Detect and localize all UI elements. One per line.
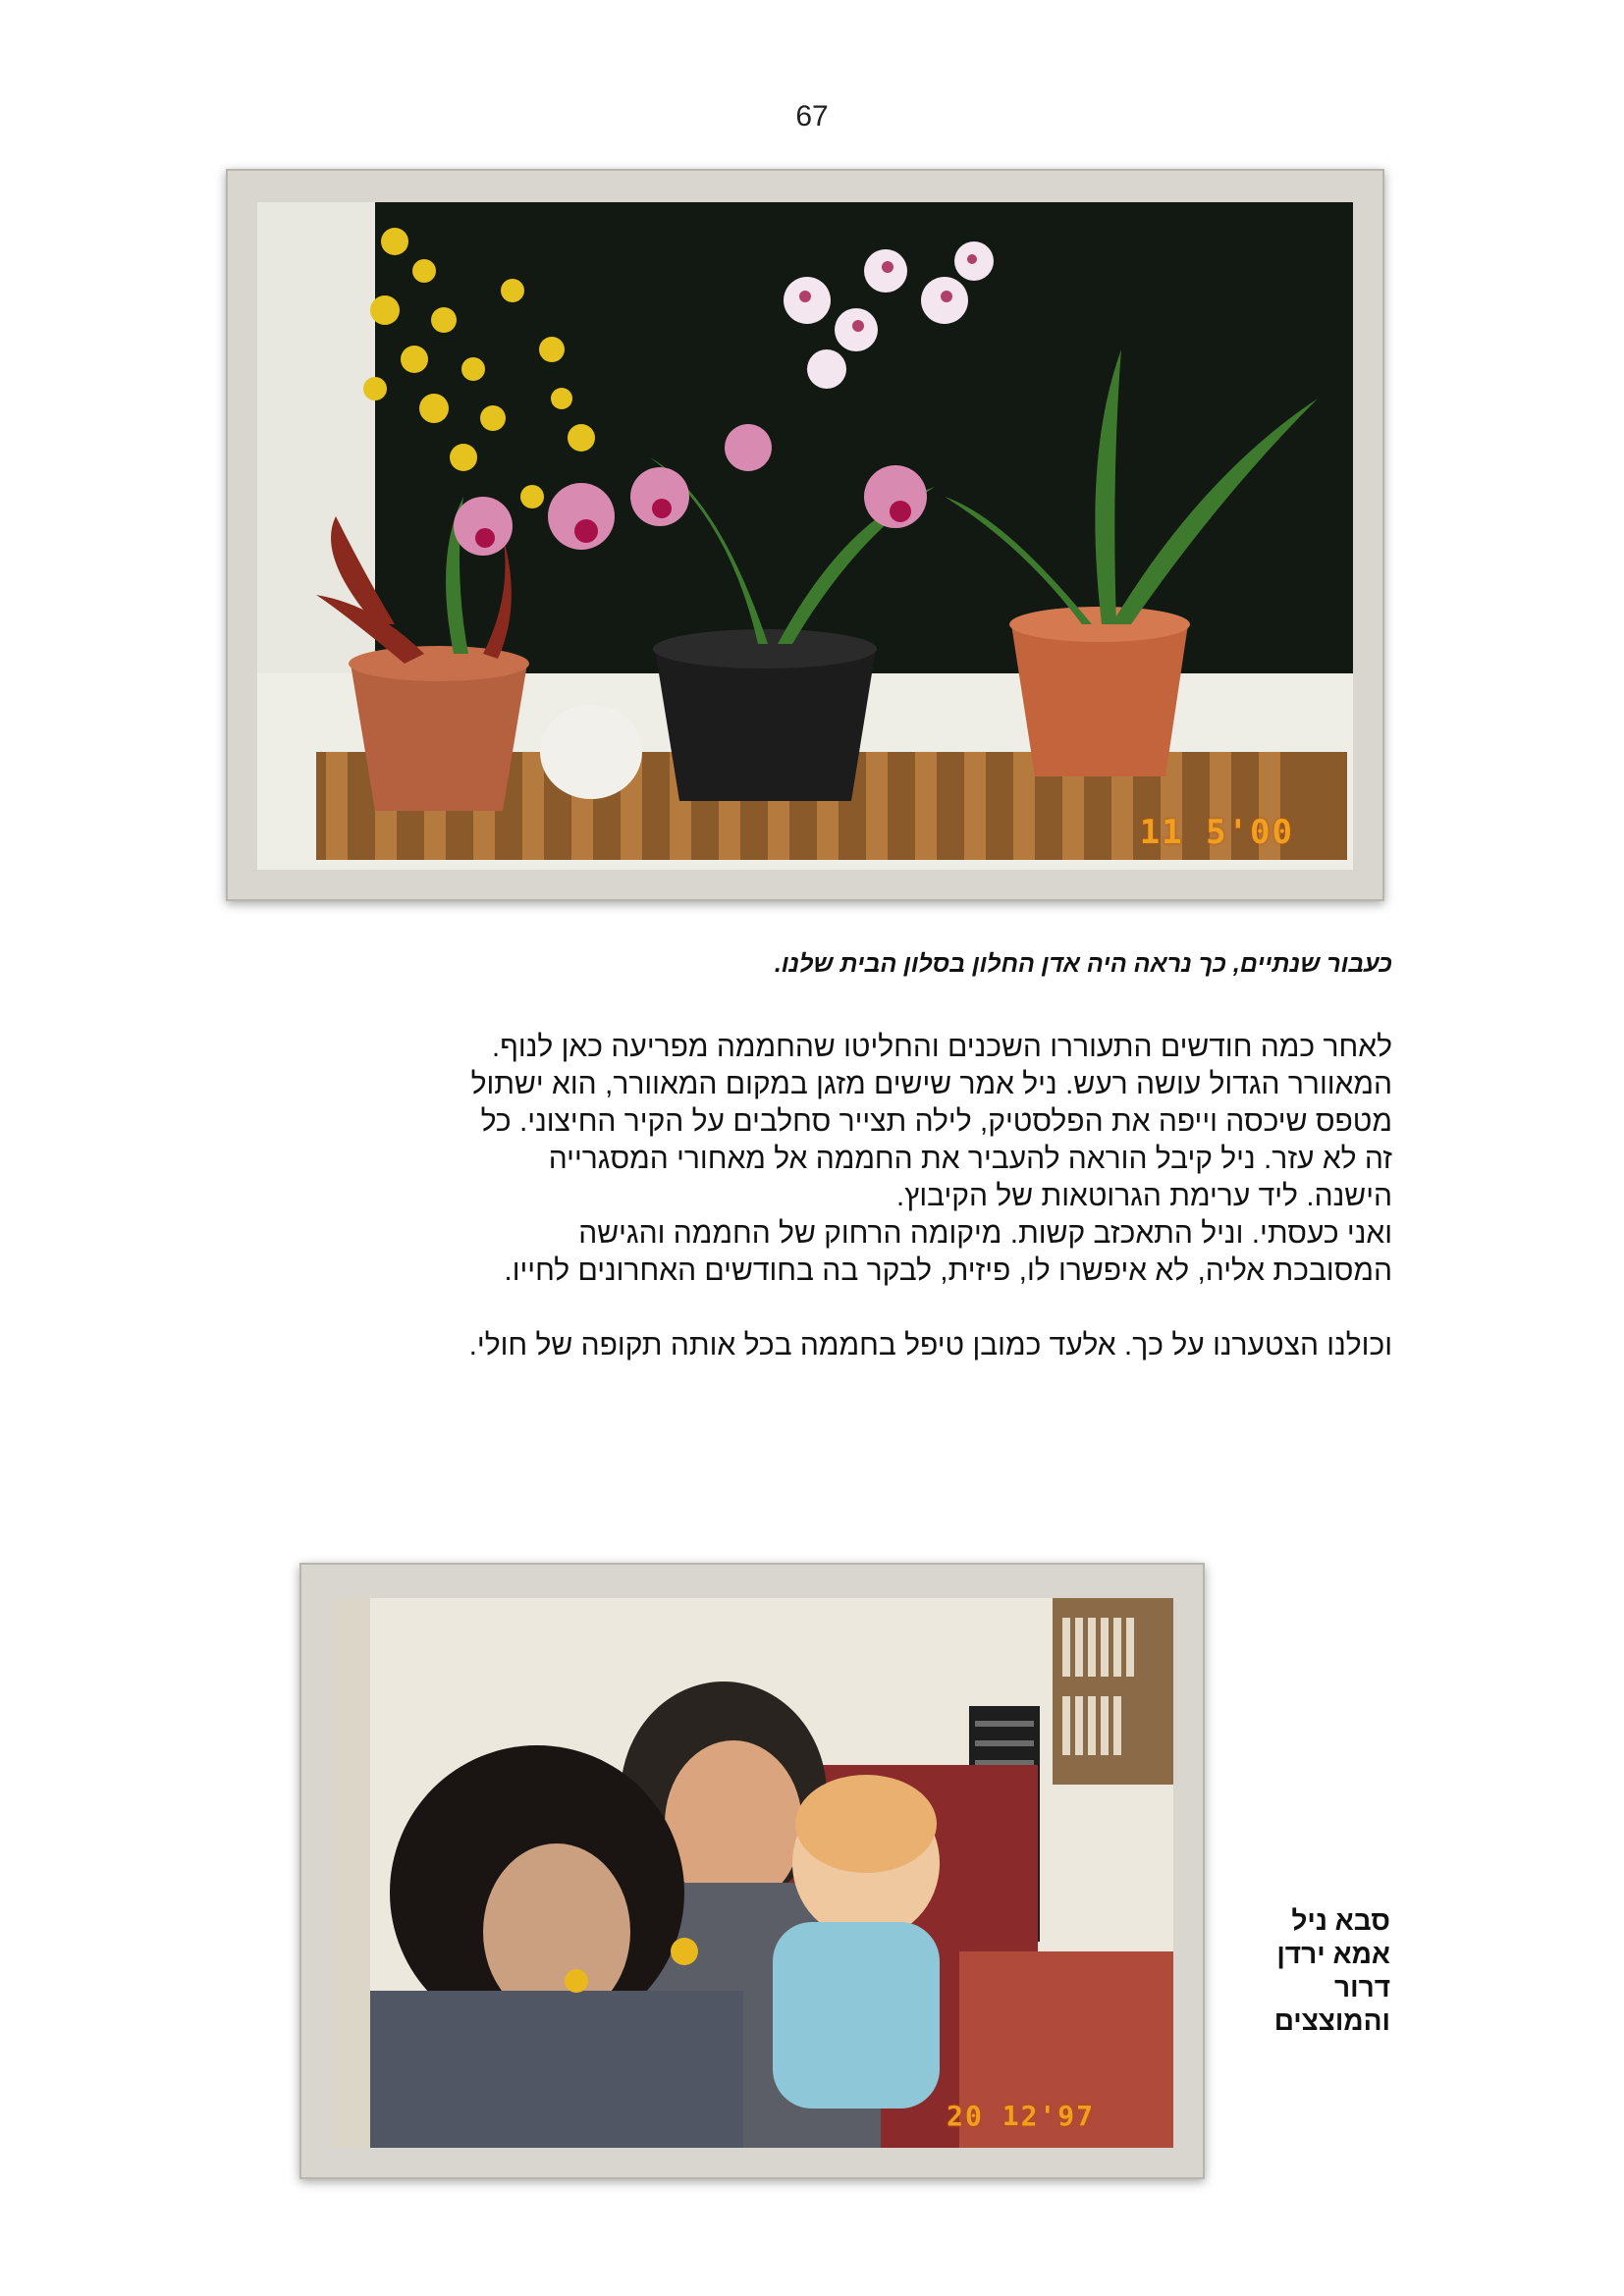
family-photo (331, 1598, 1173, 2148)
closing-line: וכולנו הצטערנו על כך. אלעד כמובן טיפל בחממה בכל אותה תקופה של חולי. (468, 1329, 1392, 1362)
paragraph-line: המסובכת אליה, לא איפשרו לו, פיזית, לבקר בה בחודשים האחרונים לחייו. (504, 1255, 1392, 1287)
paragraph-line: לאחר כמה חודשים התעוררו השכנים והחליטו שהחממה מפריעה כאן לנוף. (491, 1031, 1392, 1063)
caption-line: סבא ניל (1291, 1905, 1390, 1936)
photo-caption: כעבור שנתיים, כך נראה היה אדן החלון בסלון הבית שלנו. (774, 950, 1392, 978)
orchids-photo (257, 202, 1353, 870)
paragraph-line: ואני כעסתי. וניל התאכזב קשות. מיקומה הרחוק של החממה והגישה (578, 1217, 1392, 1250)
family-photo-illustration (331, 1598, 1173, 2148)
orchids-photo-illustration (257, 202, 1353, 870)
photo-date-stamp: 11 5'00 (1139, 813, 1294, 852)
caption-line: והמוצצים (1273, 2005, 1390, 2036)
family-photo-frame (299, 1563, 1205, 2179)
paragraph-line: זה לא עזר. ניל קיבל הוראה להעביר את החממה אל מאחורי המסגרייה (548, 1143, 1392, 1175)
photo-date-stamp: 20 12'97 (947, 2100, 1095, 2132)
body-text (253, 1029, 1392, 1364)
paragraph-line: מטפס שיכסה וייפה את הפלסטיק, לילה תצייר סחלבים על הקיר החיצוני. כל (480, 1105, 1392, 1138)
paragraph-line: המאוורר הגדול עושה רעש. ניל אמר שישים מזגן במקום המאוורר, הוא ישתול (470, 1068, 1392, 1100)
family-photo-caption (1243, 1904, 1390, 2038)
paragraph-line: הישנה. ליד ערימת הגרוטאות של הקיבוץ. (895, 1180, 1392, 1212)
page-number: 67 (795, 100, 829, 133)
caption-line: אמא ירדן (1276, 1939, 1390, 1969)
caption-line: דרור (1333, 1972, 1390, 2002)
orchids-photo-frame (226, 169, 1384, 901)
